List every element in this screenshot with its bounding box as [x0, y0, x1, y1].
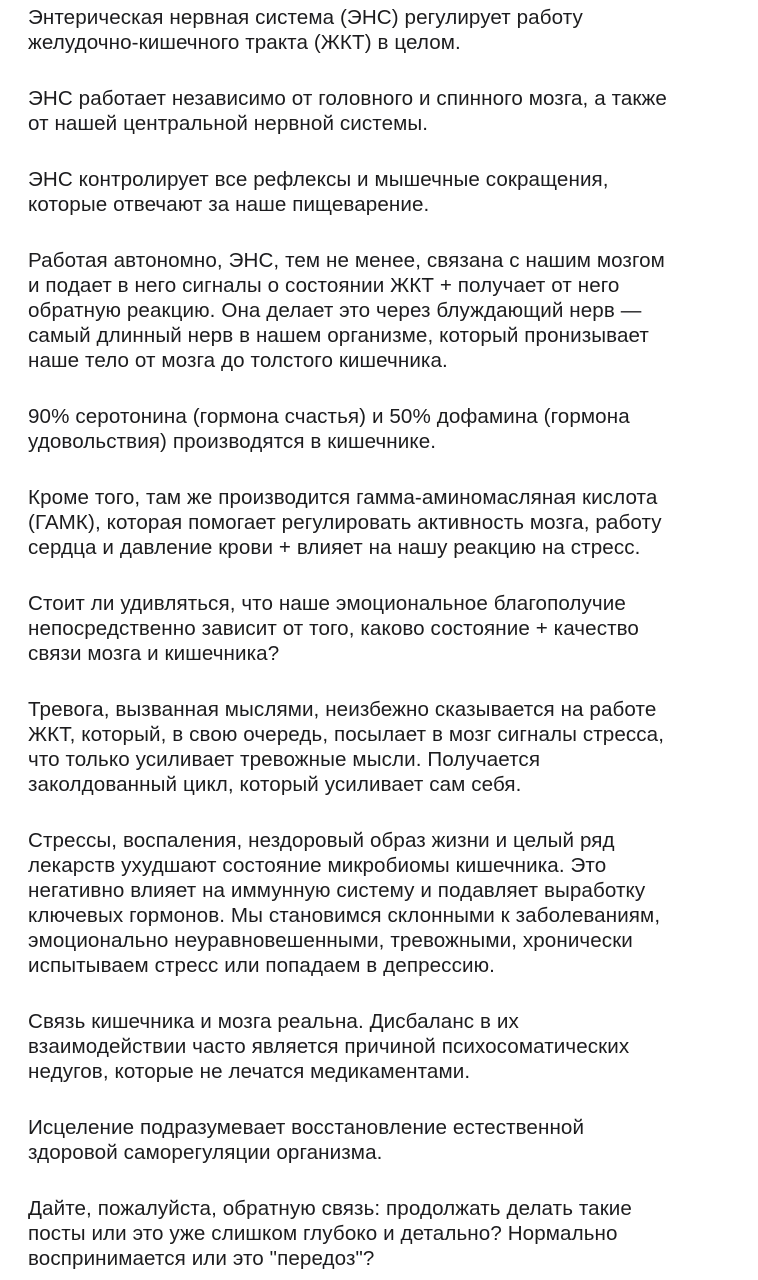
text-line: что только усиливает тревожные мысли. Получается	[28, 748, 541, 771]
paragraph-ens-definition	[28, 5, 732, 55]
text-line: Энтерическая нервная система (ЭНС) регулирует работу	[28, 6, 583, 29]
text-line: эмоционально неуравновешенными, тревожными, хронически	[28, 929, 633, 952]
text-line: желудочно-кишечного тракта (ЖКТ) в целом.	[28, 31, 461, 54]
text-line: негативно влияет на иммунную систему и подавляет выработку	[28, 879, 646, 902]
paragraph-serotonin-dopamine	[28, 404, 732, 454]
text-line: посты или это уже слишком глубоко и детально? Нормально	[28, 1222, 618, 1245]
text-line: Стоит ли удивляться, что наше эмоциональное благополучие	[28, 592, 626, 615]
text-line: от нашей центральной нервной системы.	[28, 112, 429, 135]
text-line: Исцеление подразумевает восстановление естественной	[28, 1116, 585, 1139]
text-line: недугов, которые не лечатся медикаментами.	[28, 1060, 471, 1083]
text-line: ключевых гормонов. Мы становимся склонными к заболеваниям,	[28, 904, 661, 927]
text-line: воспринимается или это "передоз"?	[28, 1247, 375, 1270]
text-line: (ГАМК), которая помогает регулировать активность мозга, работу	[28, 511, 662, 534]
paragraph-vagus-nerve	[28, 248, 732, 373]
paragraph-ens-reflexes	[28, 167, 732, 217]
text-line: Стрессы, воспаления, нездоровый образ жизни и целый ряд	[28, 829, 615, 852]
paragraph-healing	[28, 1115, 732, 1165]
text-line: удовольствия) производятся в кишечнике.	[28, 430, 437, 453]
text-line: испытываем стресс или попадаем в депрессию.	[28, 954, 495, 977]
text-line: Тревога, вызванная мыслями, неизбежно сказывается на работе	[28, 698, 657, 721]
text-line: Работая автономно, ЭНС, тем не менее, связана с нашим мозгом	[28, 249, 665, 272]
text-line: лекарств ухудшают состояние микробиомы кишечника. Это	[28, 854, 607, 877]
paragraph-emotional-wellbeing	[28, 591, 732, 666]
text-line: наше тело от мозга до толстого кишечника.	[28, 349, 448, 372]
text-line: обратную реакцию. Она делает это через блуждающий нерв —	[28, 299, 642, 322]
text-line: ЭНС контролирует все рефлексы и мышечные сокращения,	[28, 168, 609, 191]
text-line: Кроме того, там же производится гамма-аминомасляная кислота	[28, 486, 658, 509]
text-line: взаимодействии часто является причиной психосоматических	[28, 1035, 630, 1058]
text-line: непосредственно зависит от того, каково состояние + качество	[28, 617, 639, 640]
paragraph-stress-microbiome	[28, 828, 732, 978]
text-line: и подает в него сигналы о состоянии ЖКТ + получает от него	[28, 274, 620, 297]
paragraph-ens-independence	[28, 86, 732, 136]
text-line: Связь кишечника и мозга реальна. Дисбаланс в их	[28, 1010, 519, 1033]
text-line: 90% серотонина (гормона счастья) и 50% дофамина (гормона	[28, 405, 630, 428]
text-line: сердца и давление крови + влияет на нашу реакцию на стресс.	[28, 536, 641, 559]
text-line: связи мозга и кишечника?	[28, 642, 280, 665]
text-line: которые отвечают за наше пищеварение.	[28, 193, 430, 216]
text-line: самый длинный нерв в нашем организме, который пронизывает	[28, 324, 649, 347]
text-line: ЭНС работает независимо от головного и спинного мозга, а также	[28, 87, 667, 110]
paragraph-anxiety-cycle	[28, 697, 732, 797]
text-line: Дайте, пожалуйста, обратную связь: продолжать делать такие	[28, 1197, 632, 1220]
paragraph-gut-brain-link	[28, 1009, 732, 1084]
paragraph-feedback-request	[28, 1196, 732, 1271]
text-line: ЖКТ, который, в свою очередь, посылает в мозг сигналы стресса,	[28, 723, 665, 746]
paragraph-gaba	[28, 485, 732, 560]
text-line: здоровой саморегуляции организма.	[28, 1141, 383, 1164]
text-line: заколдованный цикл, который усиливает сам себя.	[28, 773, 522, 796]
